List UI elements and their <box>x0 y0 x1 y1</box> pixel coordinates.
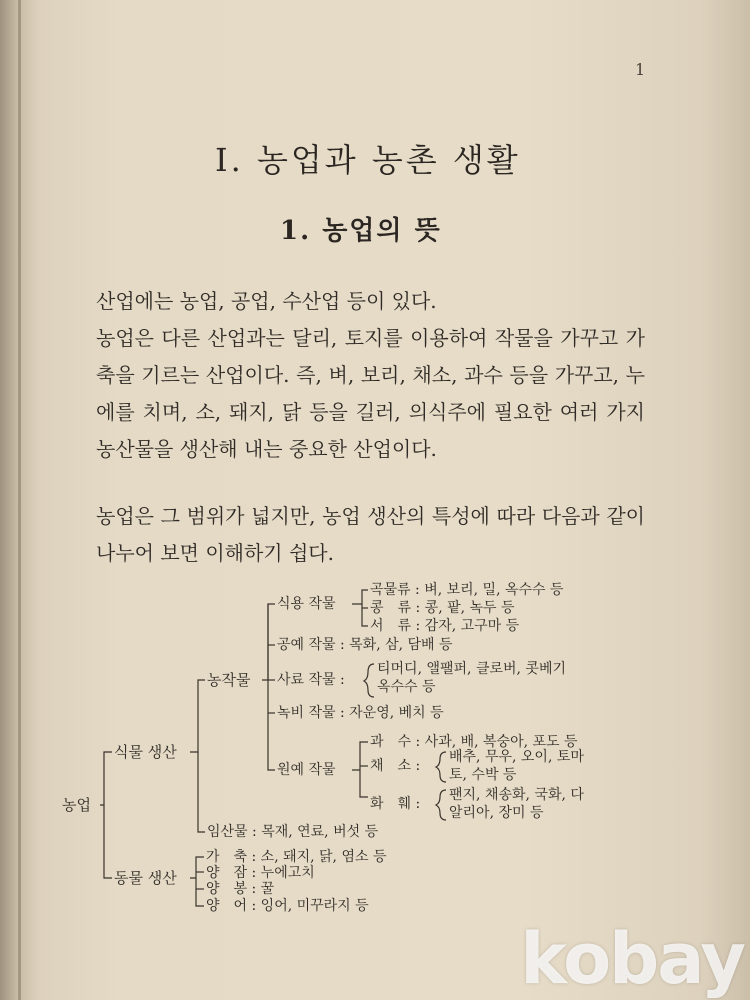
tree-root: 농업 <box>62 796 91 814</box>
tree-fish-farming: 양 어 : 잉어, 미꾸라지 등 <box>206 898 369 914</box>
tree-green-manure: 녹비 작물 : 자운영, 베치 등 <box>277 705 444 721</box>
watermark-logo: kobay <box>520 918 744 1000</box>
tree-sericulture: 양 잠 : 누에고치 <box>206 865 315 881</box>
tree-plant-production: 식물 생산 <box>114 743 177 761</box>
tree-vegetables-label: 채 소 : <box>370 758 421 774</box>
tree-feed-crops-label: 사료 작물 : <box>277 672 345 688</box>
paragraph-1-text: 산업에는 농업, 공업, 수산업 등이 있다. <box>96 289 437 313</box>
tree-crops: 농작물 <box>207 671 251 689</box>
paragraph-2-text: 농업은 다른 산업과는 달리, 토지를 이용하여 작물을 가꾸고 가축을 기르는 산업이다. 즉, 벼, 보리, 채소, 과수 등을 가꾸고, 누에를 치며, 소, 돼지, 닭 등을 길러, 의식주에 필요한 여러 가지 농산물을 생산해 내는 중요한 산업이다. <box>96 326 645 461</box>
tree-forest-products: 임산물 : 목재, 연료, 버섯 등 <box>207 824 379 840</box>
section-title: 1. 농업의 뜻 <box>280 216 442 246</box>
tree-apiculture: 양 봉 : 꿀 <box>206 881 275 897</box>
paragraph-3-text: 농업은 그 범위가 넓지만, 농업 생산의 특성에 따라 다음과 같이 나누어 보면 이해하기 쉽다. <box>96 504 645 565</box>
tree-grains: 곡물류 : 벼, 보리, 밀, 옥수수 등 <box>370 582 564 598</box>
tree-livestock: 가 축 : 소, 돼지, 닭, 염소 등 <box>206 849 387 865</box>
tree-food-crops: 식용 작물 <box>277 596 336 612</box>
tree-beans: 콩 류 : 콩, 팥, 녹두 등 <box>370 600 515 616</box>
tree-industrial-crops: 공예 작물 : 목화, 삼, 담배 등 <box>277 637 453 653</box>
tree-animal-production: 동물 생산 <box>114 869 177 887</box>
tree-feed-crops-line1: 티머디, 앨팰퍼, 클로버, 콧베기 <box>377 661 566 677</box>
page-number: 1 <box>635 60 646 79</box>
tree-feed-crops-line2: 옥수수 등 <box>377 679 436 695</box>
tree-flowers-line1: 팬지, 채송화, 국화, 다 <box>449 787 584 803</box>
tree-vegetables-line1: 배추, 무우, 오이, 토마 <box>449 749 584 765</box>
tree-tubers: 서 류 : 감자, 고구마 등 <box>370 618 520 634</box>
tree-horticulture: 원예 작물 <box>277 762 336 778</box>
tree-flowers-line2: 알리아, 장미 등 <box>449 805 544 821</box>
tree-flowers-label: 화 훼 : <box>370 796 421 812</box>
chapter-title: Ⅰ. 농업과 농촌 생활 <box>215 141 521 179</box>
tree-vegetables-line2: 토, 수박 등 <box>449 767 517 783</box>
tree-fruit-trees: 과 수 : 사과, 배, 복숭아, 포도 등 <box>370 734 578 750</box>
